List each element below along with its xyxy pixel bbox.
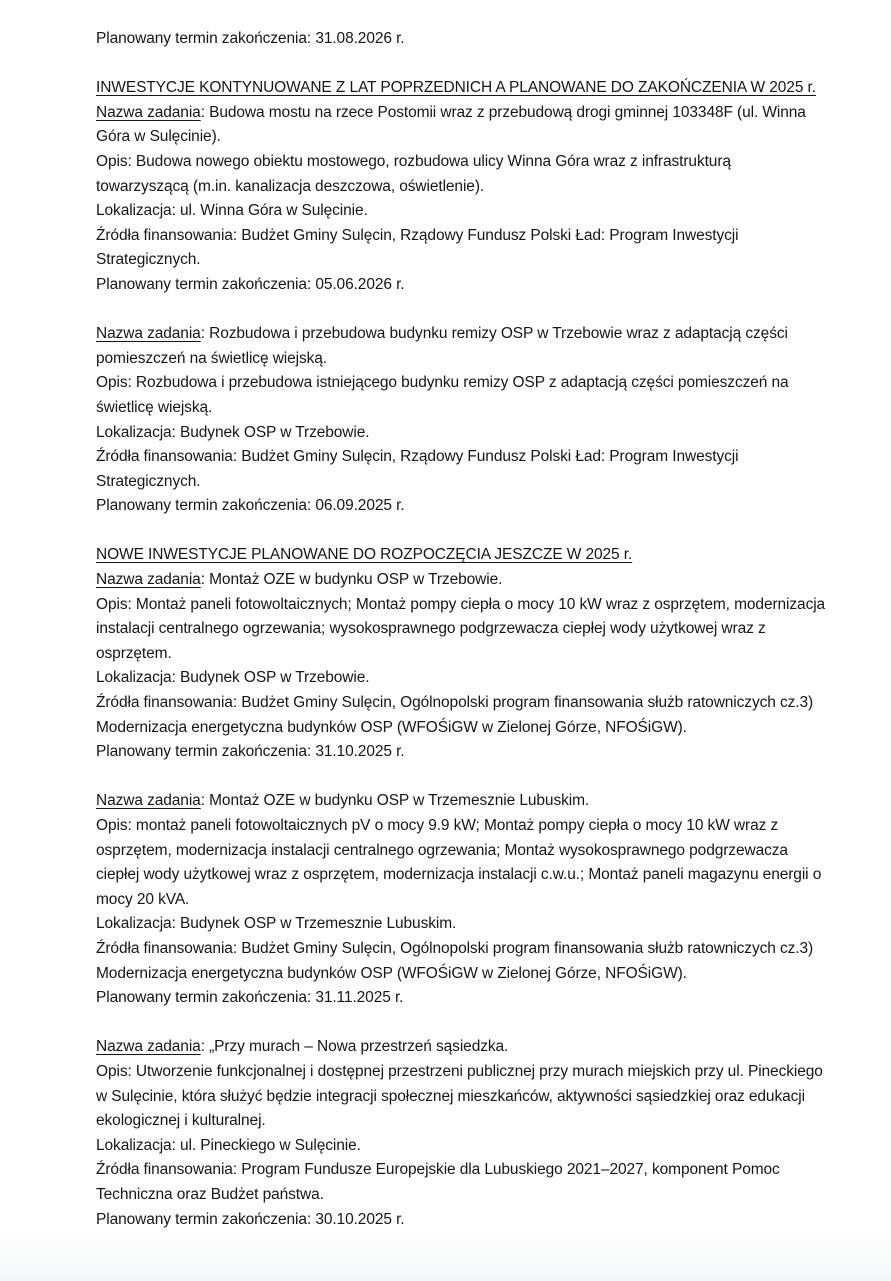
task-location-line [96, 421, 826, 446]
task-funding-line [96, 691, 826, 740]
task-location-label: Lokalizacja [96, 202, 172, 220]
task-location-value: Budynek OSP w Trzemesznie Lubuskim. [180, 915, 457, 933]
colon: : [232, 939, 238, 957]
colon: : [306, 30, 312, 47]
task-location-line [96, 1134, 826, 1159]
colon: : [127, 374, 132, 392]
colon: : [171, 1136, 176, 1154]
task-description-line [96, 593, 826, 667]
task-name-value: Rozbudowa i przebudowa budynku remizy OSP w Trzebowie wraz z adaptacją części pomieszczeń na świetlicę wiejską. [96, 325, 788, 367]
task-deadline-line [96, 986, 826, 1011]
intro-deadline-label: Planowany termin zakończenia [96, 30, 307, 47]
task-description-value: Budowa nowego obiektu mostowego, rozbudowa ulicy Winna Góra wraz z infrastrukturą towarzyszącą (m.in. kanalizacja deszczowa, oświetlenie). [96, 152, 731, 195]
task-funding-value: Budżet Gminy Sulęcin, Ogólnopolski program finansowania służb ratowniczych cz.3) Modernizacja energetyczna budynków OSP (WFOŚiGW w Zielonej Górze, NFOŚiGW). [96, 939, 814, 982]
colon: : [306, 275, 312, 293]
task-location-label: Lokalizacja [96, 1136, 172, 1154]
task-location-value: Budynek OSP w Trzebowie. [180, 669, 370, 687]
colon: : [306, 497, 312, 515]
task-description-label: Opis [96, 1062, 128, 1080]
task-osp-trzebow-remiza [96, 322, 826, 519]
task-name-value: Montaż OZE w budynku OSP w Trzemesznie Lubuskim. [209, 792, 590, 810]
task-description-line [96, 371, 826, 420]
task-location-label: Lokalizacja [96, 915, 172, 933]
colon: : [171, 202, 176, 220]
task-deadline-label: Planowany termin zakończenia [96, 743, 307, 761]
task-description-value: Rozbudowa i przebudowa istniejącego budynku remizy OSP z adaptacją części pomieszczeń na świetlicę wiejską. [96, 374, 789, 416]
intro-deadline-value: 31.08.2026 r. [315, 30, 405, 47]
task-deadline-line [96, 740, 826, 765]
colon: : [171, 423, 176, 441]
task-location-label: Lokalizacja [96, 423, 172, 441]
task-description-line [96, 150, 826, 199]
task-name-line [96, 322, 826, 371]
colon: : [232, 1161, 238, 1179]
task-name-line [96, 568, 826, 593]
colon: : [127, 817, 132, 834]
task-description-line [96, 814, 826, 912]
task-funding-label: Źródła finansowania [96, 939, 233, 957]
task-deadline-value: 31.10.2025 r. [315, 743, 405, 761]
task-name-value: Budowa mostu na rzece Postomii wraz z przebudową drogi gminnej 103348F (ul. Winna Góra w Sulęcinie). [96, 103, 806, 146]
colon: : [200, 325, 205, 343]
task-funding-value: Program Fundusze Europejskie dla Lubuskiego 2021–2027, komponent Pomoc Techniczna oraz Budżet państwa. [96, 1161, 780, 1203]
task-description-value: montaż paneli fotowoltaicznych pV o mocy 9.9 kW; Montaż pompy ciepła o mocy 10 kW wraz z osprzętem, modernizacja instalacji centralnego ogrzewania; Montaż wysokosprawnego podgrzewacza ciepłej wody użytkowej wraz z osprzętem, modernizacja instalacji c.w.u.; Montaż paneli magazynu energii o mocy 20 kVA. [96, 817, 822, 908]
colon: : [232, 226, 238, 244]
task-funding-line [96, 1158, 826, 1207]
colon: : [171, 669, 176, 687]
task-funding-line [96, 224, 826, 273]
colon: : [232, 694, 238, 712]
task-funding-label: Źródła finansowania [96, 694, 233, 712]
task-location-value: ul. Winna Góra w Sulęcinie. [180, 202, 368, 220]
task-description-value: Montaż paneli fotowoltaicznych; Montaż pompy ciepła o mocy 10 kW wraz z osprzętem, modernizacja instalacji centralnego ogrzewania; wysokosprawnego podgrzewacza ciepłej wody użytkowej wraz z osprzętem. [96, 595, 826, 662]
task-description-value: Utworzenie funkcjonalnej i dostępnej przestrzeni publicznej przy murach miejskich przy ul. Pineckiego w Sulęcinie, która służyć będzie integracji społecznej mieszkańców, aktywności sąsiedzkiej oraz edukacji ekologicznej i kulturalnej. [96, 1062, 823, 1130]
colon: : [200, 1038, 205, 1056]
task-location-line [96, 912, 826, 937]
colon: : [200, 103, 205, 121]
task-name-label: Nazwa zadania [96, 792, 201, 810]
task-deadline-label: Planowany termin zakończenia [96, 1210, 307, 1228]
task-deadline-label: Planowany termin zakończenia [96, 275, 307, 293]
section-heading-continued-investments: INWESTYCJE KONTYNUOWANE Z LAT POPRZEDNICH A PLANOWANE DO ZAKOŃCZENIA W 2025 r. [96, 79, 816, 97]
task-oze-trzemeszno [96, 789, 826, 1010]
colon: : [127, 1062, 132, 1080]
task-location-label: Lokalizacja [96, 669, 172, 687]
task-name-line [96, 1035, 826, 1060]
task-deadline-label: Planowany termin zakończenia [96, 989, 307, 1007]
task-deadline-line [96, 273, 826, 298]
task-deadline-line [96, 1208, 826, 1233]
task-bridge-postomia [96, 101, 826, 298]
task-name-label: Nazwa zadania [96, 325, 201, 343]
task-deadline-label: Planowany termin zakończenia [96, 497, 307, 515]
task-name-value: „Przy murach – Nowa przestrzeń sąsiedzka. [209, 1038, 509, 1056]
task-location-value: Budynek OSP w Trzebowie. [180, 423, 370, 441]
colon: : [127, 595, 132, 613]
colon: : [306, 743, 312, 761]
colon: : [200, 571, 205, 589]
task-name-line [96, 789, 826, 814]
task-name-label: Nazwa zadania [96, 103, 201, 121]
task-name-label: Nazwa zadania [96, 571, 201, 589]
task-description-label: Opis [96, 595, 128, 613]
colon: : [232, 448, 238, 466]
task-location-line [96, 199, 826, 224]
task-oze-trzebow [96, 568, 826, 765]
intro-deadline-line [96, 27, 826, 52]
colon: : [127, 152, 132, 170]
task-description-label: Opis [96, 817, 128, 834]
colon: : [306, 1210, 312, 1228]
task-funding-value: Budżet Gminy Sulęcin, Rządowy Fundusz Polski Ład: Program Inwestycji Strategicznych. [96, 226, 739, 269]
task-description-label: Opis [96, 374, 128, 392]
task-description-line [96, 1060, 826, 1134]
task-funding-value: Budżet Gminy Sulęcin, Ogólnopolski program finansowania służb ratowniczych cz.3) Modernizacja energetyczna budynków OSP (WFOŚiGW w Zielonej Górze, NFOŚiGW). [96, 694, 814, 736]
page-bottom-shade [0, 1229, 891, 1281]
task-location-value: ul. Pineckiego w Sulęcinie. [180, 1136, 361, 1154]
colon: : [200, 792, 205, 810]
task-name-value: Montaż OZE w budynku OSP w Trzebowie. [209, 571, 503, 589]
task-deadline-value: 30.10.2025 r. [315, 1210, 405, 1228]
task-deadline-value: 06.09.2025 r. [315, 497, 405, 515]
task-name-line [96, 101, 826, 150]
task-name-label: Nazwa zadania [96, 1038, 201, 1056]
task-location-line [96, 666, 826, 691]
task-przy-murach [96, 1035, 826, 1232]
task-funding-line [96, 937, 826, 986]
task-funding-label: Źródła finansowania [96, 226, 233, 244]
colon: : [306, 989, 312, 1007]
document-content [96, 27, 826, 1232]
section-heading-new-investments: NOWE INWESTYCJE PLANOWANE DO ROZPOCZĘCIA JESZCZE W 2025 r. [96, 546, 633, 564]
task-funding-label: Źródła finansowania [96, 1161, 233, 1179]
task-description-label: Opis [96, 152, 128, 170]
task-funding-line [96, 445, 826, 494]
task-funding-value: Budżet Gminy Sulęcin, Rządowy Fundusz Polski Ład: Program Inwestycji Strategicznych. [96, 448, 739, 490]
task-funding-label: Źródła finansowania [96, 448, 233, 466]
colon: : [171, 915, 176, 933]
task-deadline-value: 31.11.2025 r. [315, 989, 404, 1007]
task-deadline-line [96, 494, 826, 519]
task-deadline-value: 05.06.2026 r. [315, 275, 405, 293]
